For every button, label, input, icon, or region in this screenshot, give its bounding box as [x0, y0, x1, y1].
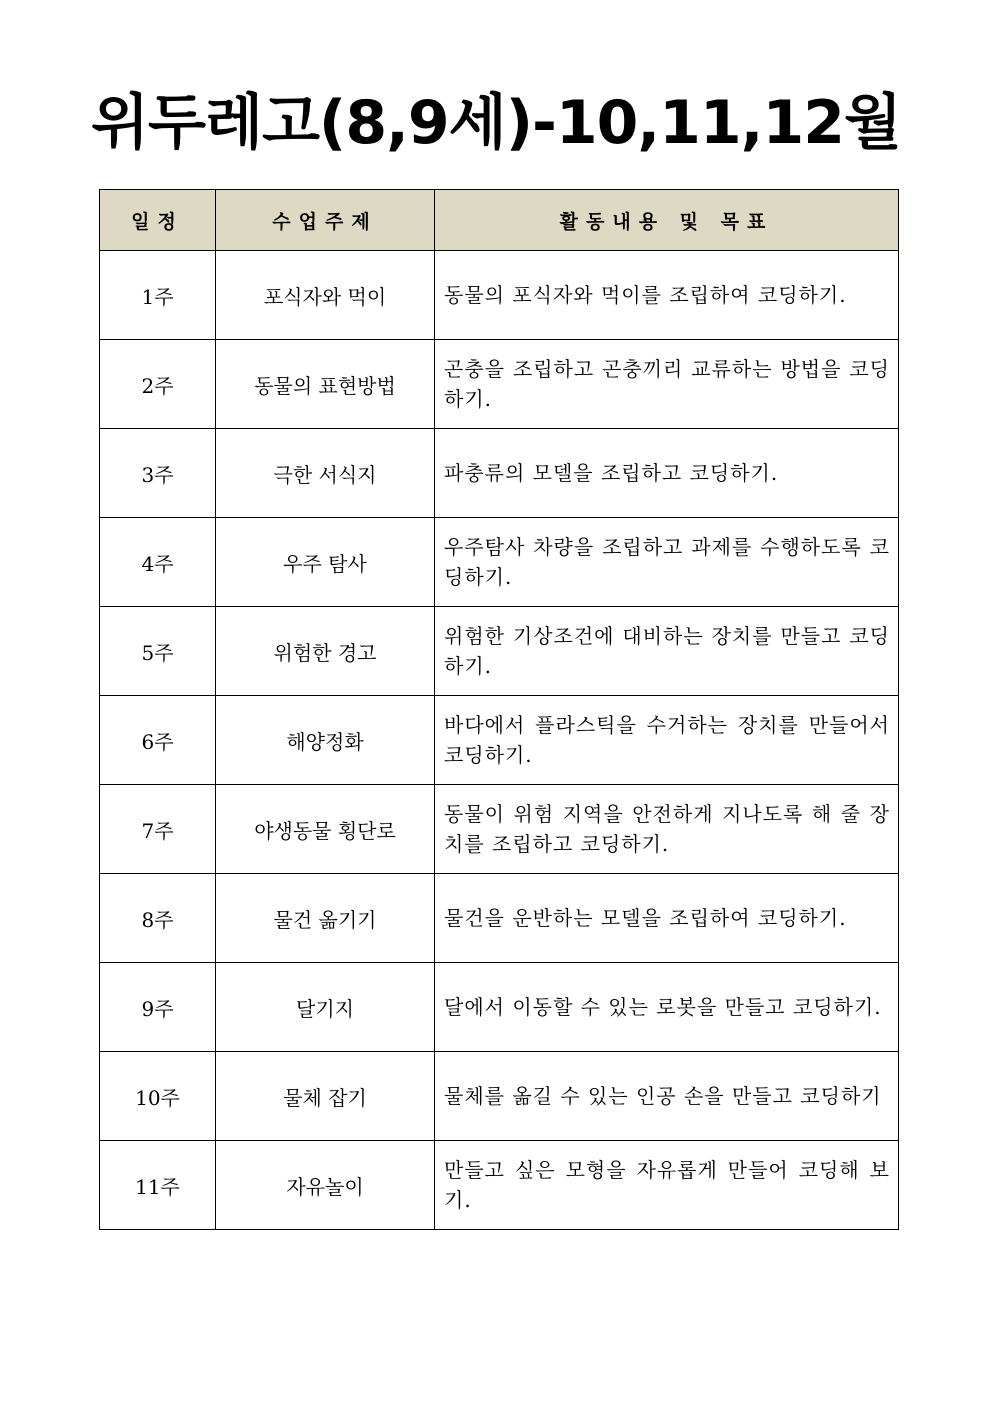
table-row [100, 340, 899, 429]
week-cell: 3주 [100, 429, 216, 518]
table-row [100, 251, 899, 340]
topic-cell: 우주 탐사 [216, 518, 435, 607]
topic-cell: 물건 옮기기 [216, 874, 435, 963]
week-cell: 10주 [100, 1052, 216, 1141]
topic-cell: 달기지 [216, 963, 435, 1052]
content-cell: 물건을 운반하는 모델을 조립하여 코딩하기. [435, 874, 899, 963]
header-topic: 수업주제 [216, 190, 435, 251]
table-row [100, 785, 899, 874]
topic-cell: 극한 서식지 [216, 429, 435, 518]
topic-cell: 물체 잡기 [216, 1052, 435, 1141]
topic-cell: 야생동물 횡단로 [216, 785, 435, 874]
week-cell: 2주 [100, 340, 216, 429]
table-row [100, 696, 899, 785]
content-cell: 만들고 싶은 모형을 자유롭게 만들어 코딩해 보기. [435, 1141, 899, 1230]
topic-cell: 해양정화 [216, 696, 435, 785]
table-header [100, 190, 899, 251]
page-title: 위두레고(8,9세)-10,11,12월 [91, 88, 901, 158]
table-row [100, 1052, 899, 1141]
week-cell: 6주 [100, 696, 216, 785]
content-cell: 동물의 포식자와 먹이를 조립하여 코딩하기. [435, 251, 899, 340]
table-row [100, 963, 899, 1052]
week-cell: 4주 [100, 518, 216, 607]
content-cell: 물체를 옮길 수 있는 인공 손을 만들고 코딩하기 [435, 1052, 899, 1141]
content-cell: 위험한 기상조건에 대비하는 장치를 만들고 코딩하기. [435, 607, 899, 696]
week-cell: 11주 [100, 1141, 216, 1230]
topic-cell: 동물의 표현방법 [216, 340, 435, 429]
content-cell: 우주탐사 차량을 조립하고 과제를 수행하도록 코딩하기. [435, 518, 899, 607]
content-cell: 곤충을 조립하고 곤충끼리 교류하는 방법을 코딩하기. [435, 340, 899, 429]
content-cell: 파충류의 모델을 조립하고 코딩하기. [435, 429, 899, 518]
table-row [100, 607, 899, 696]
table-row [100, 1141, 899, 1230]
header-row [100, 190, 899, 251]
header-schedule: 일정 [100, 190, 216, 251]
table-row [100, 429, 899, 518]
table-row [100, 518, 899, 607]
topic-cell: 자유놀이 [216, 1141, 435, 1230]
week-cell: 7주 [100, 785, 216, 874]
topic-cell: 포식자와 먹이 [216, 251, 435, 340]
week-cell: 8주 [100, 874, 216, 963]
week-cell: 5주 [100, 607, 216, 696]
week-cell: 9주 [100, 963, 216, 1052]
content-cell: 바다에서 플라스틱을 수거하는 장치를 만들어서 코딩하기. [435, 696, 899, 785]
content-cell: 달에서 이동할 수 있는 로봇을 만들고 코딩하기. [435, 963, 899, 1052]
content-cell: 동물이 위험 지역을 안전하게 지나도록 해 줄 장치를 조립하고 코딩하기. [435, 785, 899, 874]
week-cell: 1주 [100, 251, 216, 340]
header-content: 활동내용 및 목표 [435, 190, 899, 251]
table-body [100, 251, 899, 1230]
table-row [100, 874, 899, 963]
schedule-table [99, 189, 899, 1230]
topic-cell: 위험한 경고 [216, 607, 435, 696]
